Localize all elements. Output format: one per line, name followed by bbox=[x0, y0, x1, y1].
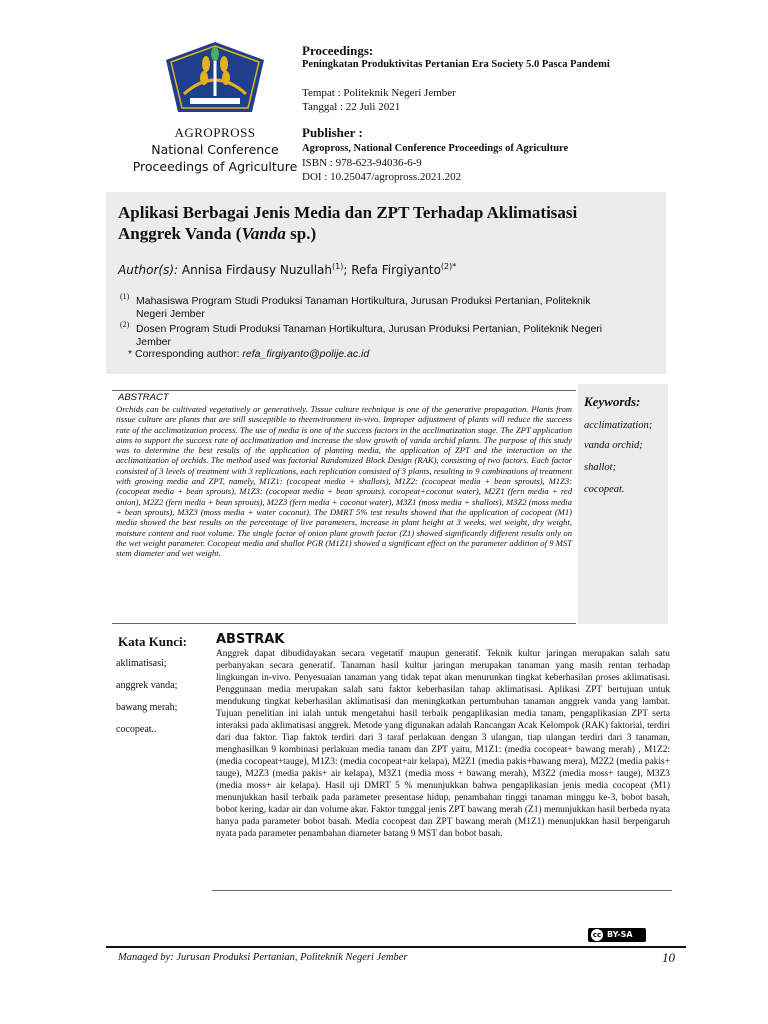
license-label: BY-SA bbox=[607, 930, 633, 939]
event-place: Tempat : Politeknik Negeri Jember bbox=[302, 87, 456, 99]
org-line-2: Proceedings of Agriculture bbox=[132, 159, 298, 174]
license-badge[interactable] bbox=[588, 928, 646, 942]
corr-email[interactable]: refa_firgiyanto@polije.ac.id bbox=[242, 348, 370, 360]
organization-block bbox=[120, 124, 310, 175]
agropross-logo bbox=[160, 40, 270, 118]
kata-kunci-item: cocopeat.. bbox=[116, 724, 157, 735]
aff-2-line-1: Dosen Program Studi Produksi Tanaman Hortikultura, Jurusan Produksi Pertanian, Politeknik Negeri bbox=[136, 323, 603, 335]
authors-label: Author(s): bbox=[118, 263, 179, 277]
keyword-item: vanda orchid; bbox=[584, 440, 643, 451]
keywords-label: Keywords: bbox=[584, 394, 641, 409]
author-1-sup: (1) bbox=[332, 262, 344, 271]
publisher-label: Publisher : bbox=[302, 125, 363, 140]
kata-kunci-item: aklimatisasi; bbox=[116, 658, 167, 669]
author-2-sup: (2)* bbox=[440, 262, 457, 271]
publisher-name: Agropross, National Conference Proceedings of Agriculture bbox=[302, 143, 569, 154]
corresponding-author bbox=[128, 348, 369, 360]
kata-kunci-label: Kata Kunci: bbox=[118, 634, 187, 649]
aff-2-line-2: Jember bbox=[136, 336, 172, 348]
isbn: ISBN : 978-623-94036-6-9 bbox=[302, 157, 422, 169]
footer-divider bbox=[106, 946, 686, 948]
aff-1-line-1: Mahasiswa Program Studi Produksi Tanaman Hortikultura, Jurusan Produksi Pertanian, Politeknik bbox=[136, 295, 591, 307]
abstrak-text: Anggrek dapat dibudidayakan secara vegetatif maupun generatif. Teknik kultur jaringan merupakan salah satu perbanyakan secara generatif. Tanaman hasil kultur jaringan merupakan tanaman yang masih rentan terhadap lingkungan in-vivo. Penyesuaian tanaman yang tidak tepat akan menurunkan tingkat keberhasilan proses aklimatisasi. Penggunaan media merupakan salah satu faktor keberhasilan tahap aklimatisasi. Aplikasi ZPT bertujuan untuk mendukung tingkat keberhasilan aklimatisasi dan meningkatkan pertumbuhan tanaman anggrek vanda yang lambat. Tujuan penelitian ini ialah untuk mengetahui hasil terbaik pengaplikasian media tanam, pengaplikasian ZPT serta interaksi pada aklimatisasi anggrek. Metode yang digunakan adalah Rancangan Acak Kelompok (RAK) faktorial, terdiri dari dua faktor. Tiap faktok terdiri dari 3 taraf perlakuan dengan 3 ulangan, tiap ulangan terdiri dari 3 tanaman, menghasilkan 9 kombinasi perlakuan media tanam dan ZPT yaitu, M1Z1: (media cocopeat+ bawang merah) , M1Z2: (media cocopeat+tauge), M1Z3: (media cocopeat+air kelapa), M2Z1 (media pakis+bawang mera), M2Z2 (media pakis+ tauge), M2Z3 (media pakis+ air kelapa), M3Z1 (media moss + bawang merah), M3Z2 (media moss+ tauge), M3Z3 (media moss+ air kelapa). Hasil uji DMRT 5 % menunjukkan bahwa pengaplikasian jenis media cocopeat (M1) menunjukkan hasil terbaik pada parameter presentase hidup, penambahan tinggi tanaman minggu ke-3, bobot basah, bobot kering, kadar air dan volume akar. Faktor tunggal jenis ZPT bawang merah (Z1) menunjukkan hasil berbeda nyata hanya pada parameter bobot basah. Media cocopeat dan ZPT bawang merah (M1Z1) menunjukkan hasil berpengaruh nyata pada parameter penambahan diameter batang 9 MST dan bobot basah. bbox=[216, 649, 670, 839]
abstract-text: Orchids can be cultivated vegetatively or generatively. Tissue culture technique is one of the generative propagation. Plants from tissue culture are plants that are still susceptible to theenvironment in-vivo. Improper adjustment of plants will reduce the success rate of the acclimatization process. The use of media is one of the success factors in the acclimatization stage. The ZPT application aims to support the success rate of acclimatization and increase the slow growth of vanda orchid plants. The purpose of this study was to determine the best results of the application of planting media, the application of ZPT and the interaction on the acclimatization of orchids. The method used was factorial Randomized Block Design (RAK), consisting of two factors. Each factor consisted of 3 levels of treatment with 3 replications, each replication consisted of 3 plants, resulting in 9 combinations of treatment with growing media and ZPT, namely, M1Z1: (cocopeat media + shallots), M1Z2: (cocopeat media + bean sprouts), M1Z3: (cocopeat media + bean sprouts), M1Z3: (cocopeat media + bean sprouts). cocopeat+coconut water), M2Z1 (fern media + red onion), M2Z2 (fern media + bean sprouts), M2Z3 (fern media + coconut water), M3Z1 (moss media + shallots), M3Z2 (moss media + bean sprouts), M3Z3 (moss media + water coconut). The DMRT 5% test results showed that the application of cocopeat (M1) media showed the best results on the percentage of live parameters, increase in plant height at 3 weeks, wet weight, dry weight, moisture content and root volume. The single factor of onion plant growth factor (Z1) showed significantly different results only on the wet weight parameter. Cocopeat media and shallot PGR (M1Z1) showed a significant effect on the parameter addition of 9 MST stem diameter and wet weight. bbox=[116, 404, 572, 559]
title-part-c: sp.) bbox=[285, 224, 317, 243]
affiliation-1 bbox=[136, 295, 666, 321]
proceedings-title: Peningkatan Produktivitas Pertanian Era Society 5.0 Pasca Pandemi bbox=[302, 59, 610, 70]
page-number: 10 bbox=[662, 950, 675, 965]
corr-label: * Corresponding author: bbox=[128, 348, 243, 360]
aff-1-line-2: Negeri Jember bbox=[136, 308, 205, 320]
title-part-a: Anggrek Vanda ( bbox=[118, 224, 242, 243]
org-line-1: National Conference bbox=[151, 142, 279, 157]
org-short-name: AGROPROSS bbox=[174, 125, 256, 140]
title-line-2 bbox=[118, 223, 658, 244]
keyword-item: acclimatization; bbox=[584, 420, 653, 431]
abstract-label: ABSTRACT bbox=[118, 392, 169, 403]
title-line-1: Aplikasi Berbagai Jenis Media dan ZPT Terhadap Aklimatisasi bbox=[118, 203, 578, 222]
aff-2-mark: (2) bbox=[120, 320, 130, 329]
kata-kunci-item: bawang merah; bbox=[116, 702, 178, 713]
kata-kunci-item: anggrek vanda; bbox=[116, 680, 178, 691]
author-2: ; Refa Firgiyanto bbox=[343, 263, 441, 277]
doi: DOI : 10.25047/agropross.2021.202 bbox=[302, 171, 462, 183]
authors-line bbox=[118, 262, 658, 277]
proceedings-label: Proceedings: bbox=[302, 43, 374, 58]
cc-icon: cc bbox=[592, 931, 602, 939]
affiliation-2 bbox=[136, 323, 666, 349]
abstrak-label: ABSTRAK bbox=[216, 632, 285, 647]
article-title bbox=[118, 202, 658, 244]
event-date: Tanggal : 22 Juli 2021 bbox=[302, 101, 401, 113]
managed-by: Managed by: Jurusan Produksi Pertanian, Politeknik Negeri Jember bbox=[118, 952, 408, 963]
author-1: Annisa Firdausy Nuzullah bbox=[178, 263, 332, 277]
aff-1-mark: (1) bbox=[120, 292, 130, 301]
keyword-item: cocopeat. bbox=[584, 484, 625, 495]
title-part-italic: Vanda bbox=[241, 224, 286, 243]
abstrak-divider bbox=[212, 890, 672, 891]
keyword-item: shallot; bbox=[584, 462, 617, 473]
